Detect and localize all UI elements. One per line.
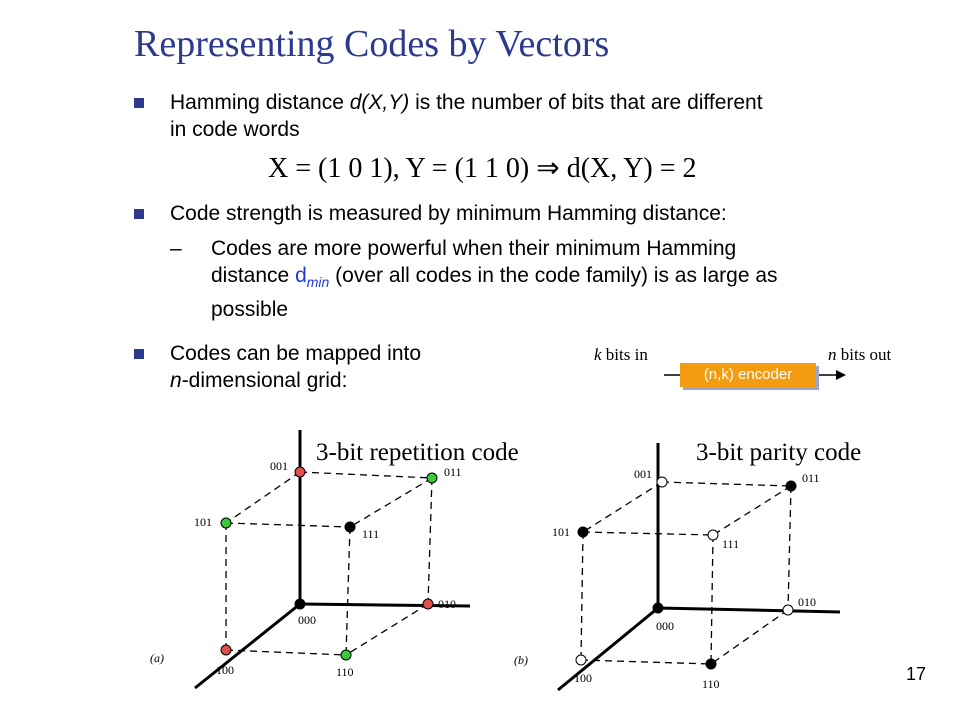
encoder-out-var: n xyxy=(828,345,837,364)
sub-bullet-dash: – xyxy=(170,237,182,260)
vertex-label-011: 011 xyxy=(802,471,820,485)
vertex-label-101: 101 xyxy=(194,515,212,529)
vertex-b-110 xyxy=(706,659,716,669)
vertex-b-100 xyxy=(576,655,586,665)
vertex-label-001: 001 xyxy=(270,459,288,473)
bullet-1-post: is the number of bits that are different xyxy=(409,91,763,114)
encoder-in-text: bits in xyxy=(601,345,648,364)
edge xyxy=(711,610,788,664)
vertex-b-011 xyxy=(786,481,796,491)
vertex-label-111: 111 xyxy=(722,537,740,551)
edge xyxy=(581,532,583,660)
encoder-out-text: bits out xyxy=(836,345,892,364)
edge xyxy=(711,535,713,664)
repetition-code-title: 3-bit repetition code xyxy=(316,439,519,466)
vertex-label-101: 101 xyxy=(552,525,570,539)
vertex-label-010: 010 xyxy=(438,597,456,611)
edge xyxy=(583,482,662,532)
bullet-1-pre: Hamming distance xyxy=(170,91,350,114)
slide-title: Representing Codes by Vectors xyxy=(134,23,610,65)
diagram-a-label: (a) xyxy=(150,651,164,665)
vertex-label-000: 000 xyxy=(656,619,674,633)
edge xyxy=(713,486,791,535)
vertex-label-001: 001 xyxy=(634,467,652,481)
bullet-3-line2: -dimensional grid: xyxy=(181,369,348,392)
axis-x xyxy=(558,608,658,690)
vertex-label-011: 011 xyxy=(444,465,462,479)
hamming-formula: X = (1 0 1), Y = (1 1 0) ⇒ d(X, Y) = 2 xyxy=(268,153,697,184)
bullet-1-line2: in code words xyxy=(170,118,300,141)
bullet-3-n: n xyxy=(170,369,182,392)
bullet-2-text: Code strength is measured by minimum Hamming distance: xyxy=(170,202,727,225)
sub-line2-pre: distance xyxy=(211,264,296,287)
encoder-in-var: k xyxy=(594,345,602,364)
vertex-b-101 xyxy=(578,527,588,537)
sub-line1: Codes are more powerful when their minimum Hamming xyxy=(211,237,737,260)
vertex-label-111: 111 xyxy=(362,527,380,541)
vertex-label-110: 110 xyxy=(336,665,354,679)
dmin-d: d xyxy=(295,264,307,287)
vertex-label-000: 000 xyxy=(298,613,316,627)
vertex-label-100: 100 xyxy=(574,671,592,685)
edge xyxy=(581,660,711,664)
edge xyxy=(662,482,791,486)
vertex-b-010 xyxy=(783,605,793,615)
vertex-label-110: 110 xyxy=(702,677,720,691)
bullet-3-line1: Codes can be mapped into xyxy=(170,342,422,365)
sub-line2-post: (over all codes in the code family) is as large as xyxy=(329,264,778,287)
vertex-b-000 xyxy=(653,603,663,613)
diagram-b-label: (b) xyxy=(514,653,528,667)
vertex-label-010: 010 xyxy=(798,595,816,609)
sub-line3: possible xyxy=(211,298,289,322)
edge xyxy=(583,532,713,535)
vertex-b-001 xyxy=(657,477,667,487)
edge xyxy=(788,486,791,610)
cube-edges xyxy=(581,482,791,664)
page-number: 17 xyxy=(906,664,927,684)
vertex-label-100: 100 xyxy=(216,663,234,677)
encoder-box: (n,k) encoder xyxy=(680,363,816,387)
parity-code-title: 3-bit parity code xyxy=(696,439,862,466)
bullet-1-em: d(X,Y) xyxy=(349,91,410,114)
vertex-b-111 xyxy=(708,530,718,540)
dmin-subscript: min xyxy=(306,274,330,291)
